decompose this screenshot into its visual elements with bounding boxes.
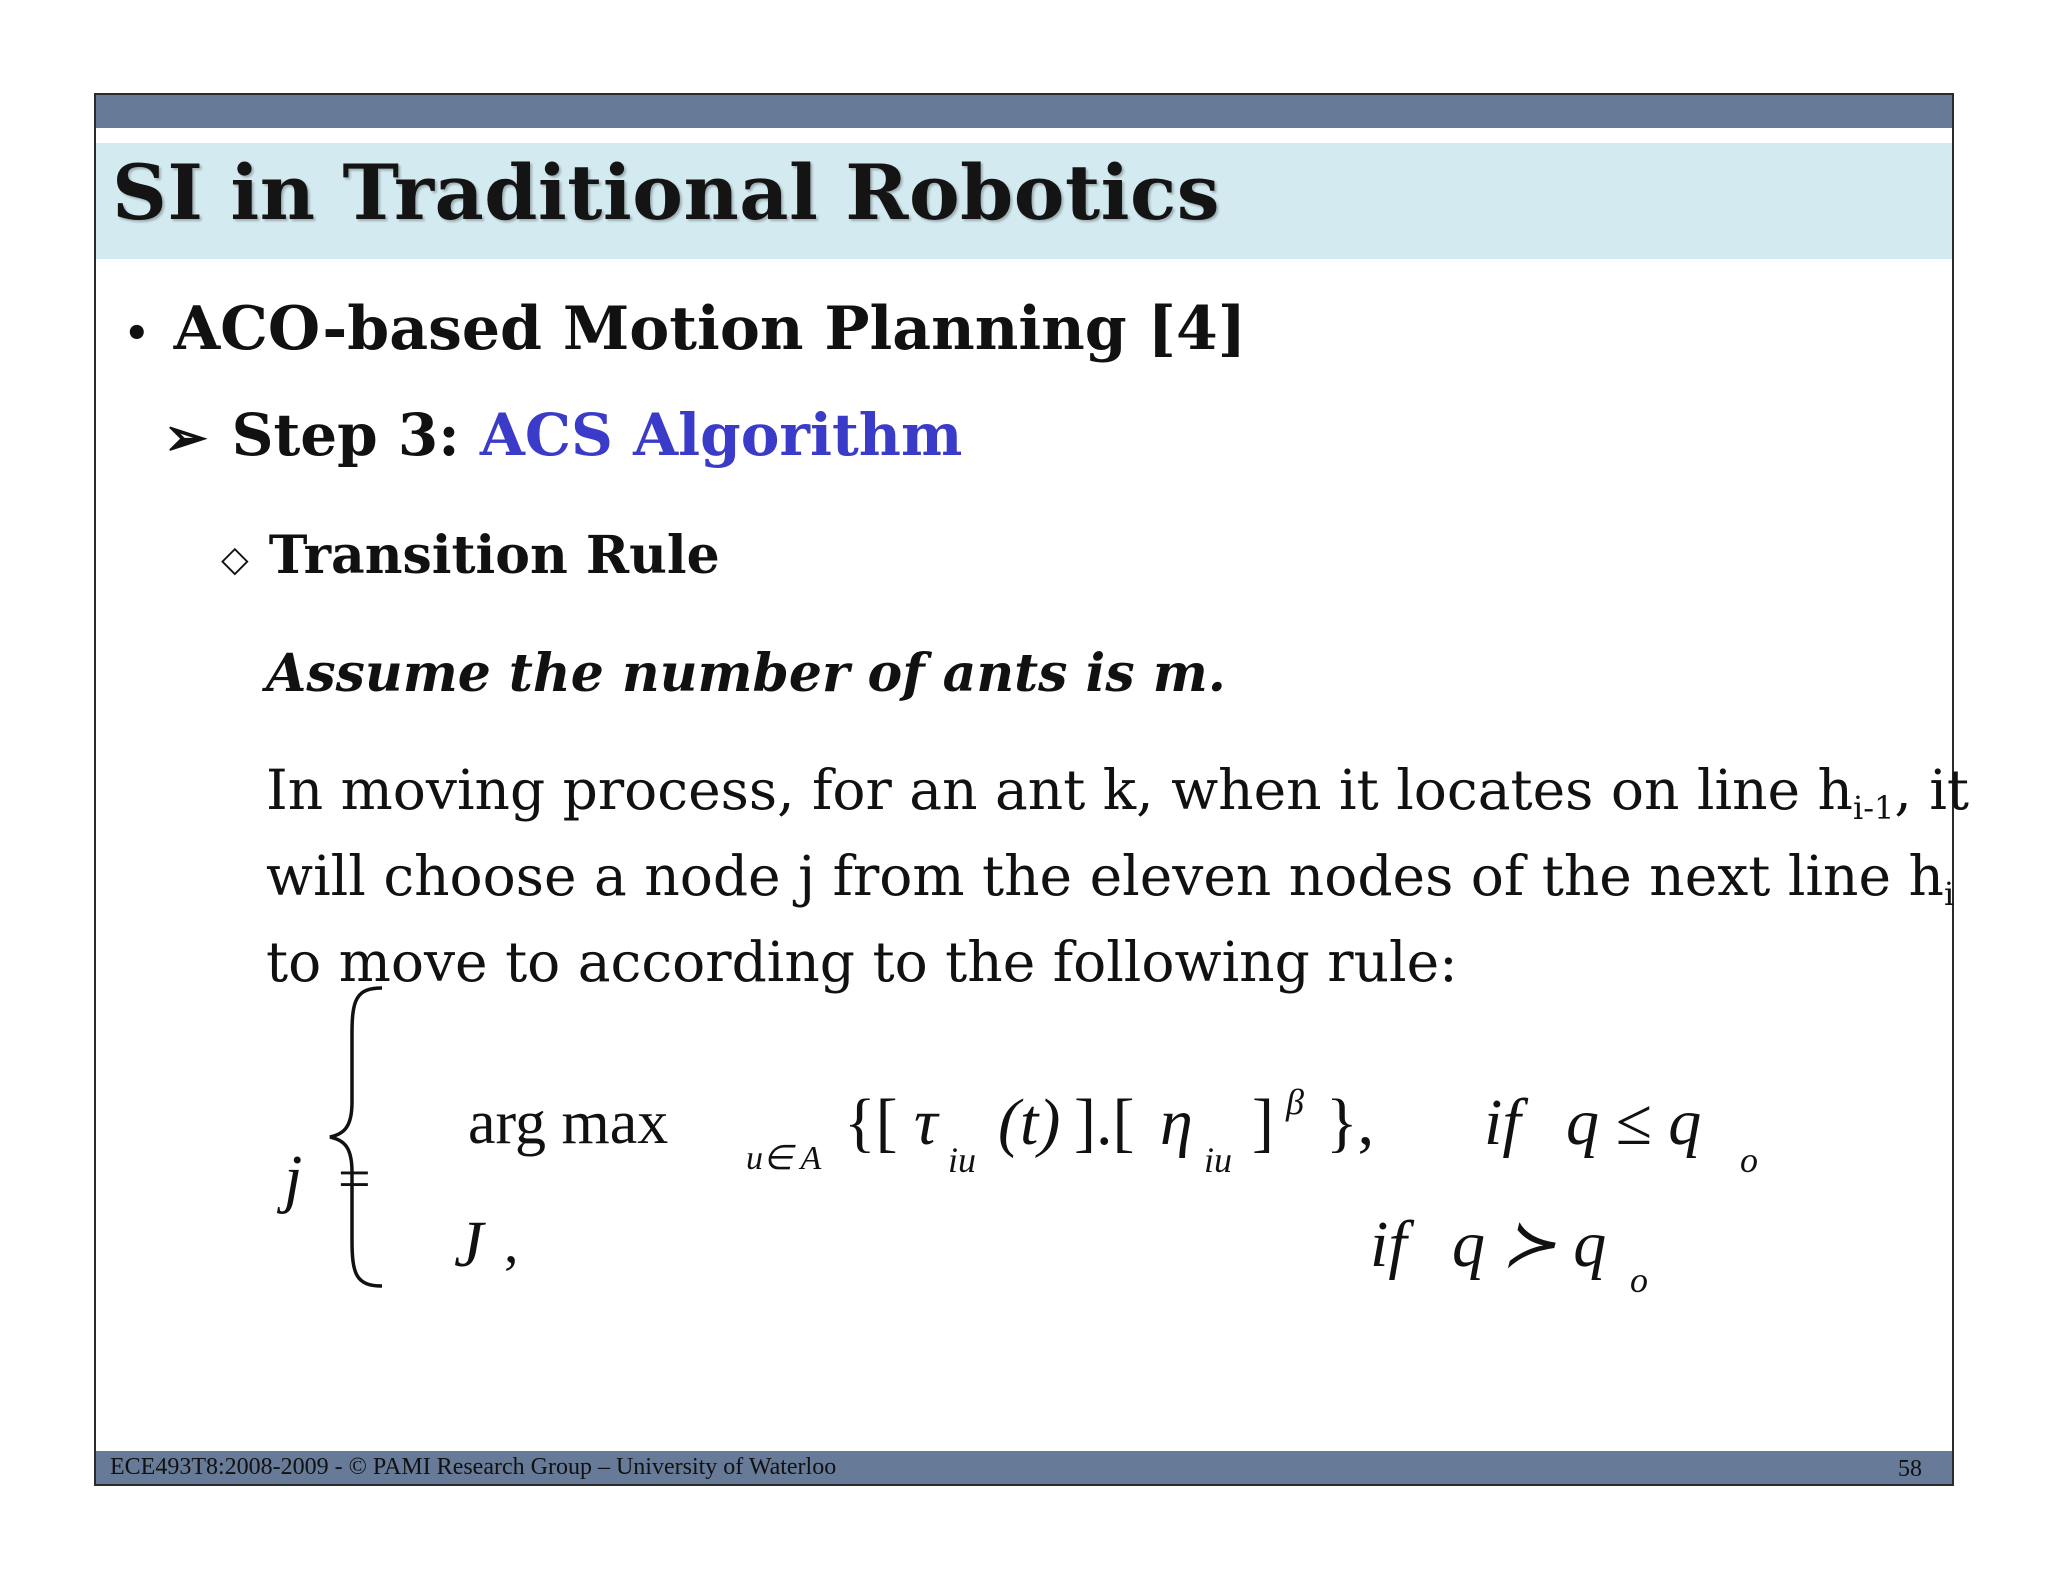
formula-eta: η (1160, 1086, 1193, 1159)
left-brace-icon (322, 982, 392, 1292)
line-1-subscript: i-1 (1852, 789, 1895, 827)
footer-credit: ECE493T8:2008-2009 - © PAMI Research Group – University of Waterloo (110, 1454, 837, 1480)
formula-tau-subscript: iu (948, 1140, 977, 1180)
formula-beta-superscript: β (1286, 1082, 1304, 1122)
formula-lhs-var: j (284, 1142, 303, 1215)
formula-row2-if: if (1370, 1208, 1407, 1281)
formula-close-bracket: ] (1252, 1086, 1274, 1159)
line-2-text: will choose a node j from the eleven nodes of the next line h (266, 844, 1944, 908)
formula-time-arg: (t) (998, 1086, 1061, 1159)
bullet-1-text: ACO-based Motion Planning [4] (173, 294, 1247, 364)
formula-eta-subscript: iu (1204, 1140, 1233, 1180)
formula-row2-condition: q ≻ q (1452, 1208, 1607, 1281)
formula-close-brace: }, (1326, 1086, 1375, 1159)
line-1-text: In moving process, for an ant k, when it locates on line h (266, 758, 1853, 822)
bullet-3-text: Transition Rule (268, 525, 720, 586)
formula-tau: τ (914, 1086, 938, 1159)
formula-row2-var: J (454, 1208, 484, 1281)
page-number: 58 (1898, 1456, 1922, 1482)
bullet-dot-icon: • (124, 309, 150, 357)
assumption-text: Assume the number of ants is m. (266, 643, 1226, 704)
step-label: Step 3: (231, 401, 480, 469)
line-1-tail: , it (1894, 758, 1970, 822)
step-accent-text: ACS Algorithm (479, 401, 963, 469)
paragraph-line-3: to move to according to the following rule: (266, 930, 1458, 994)
arrow-bullet-icon: ➢ (164, 407, 208, 468)
formula-equals: = (338, 1146, 371, 1211)
formula-row1-condition-subscript: o (1740, 1140, 1758, 1180)
formula-row1-condition: q ≤ q (1566, 1086, 1702, 1159)
formula-row2-condition-subscript: o (1630, 1260, 1648, 1300)
formula-argmax: arg max (468, 1089, 669, 1157)
formula-row2-comma: , (504, 1210, 519, 1275)
slide-title: SI in Traditional Robotics (112, 148, 1221, 237)
formula-open: {[ (844, 1086, 898, 1159)
diamond-bullet-icon: ◇ (221, 538, 249, 580)
formula-middle: ].[ (1074, 1086, 1135, 1159)
formula-row1-if: if (1484, 1086, 1521, 1159)
formula-argmax-subscript: u∈ A (746, 1140, 822, 1177)
line-2-subscript: i (1943, 875, 1955, 913)
